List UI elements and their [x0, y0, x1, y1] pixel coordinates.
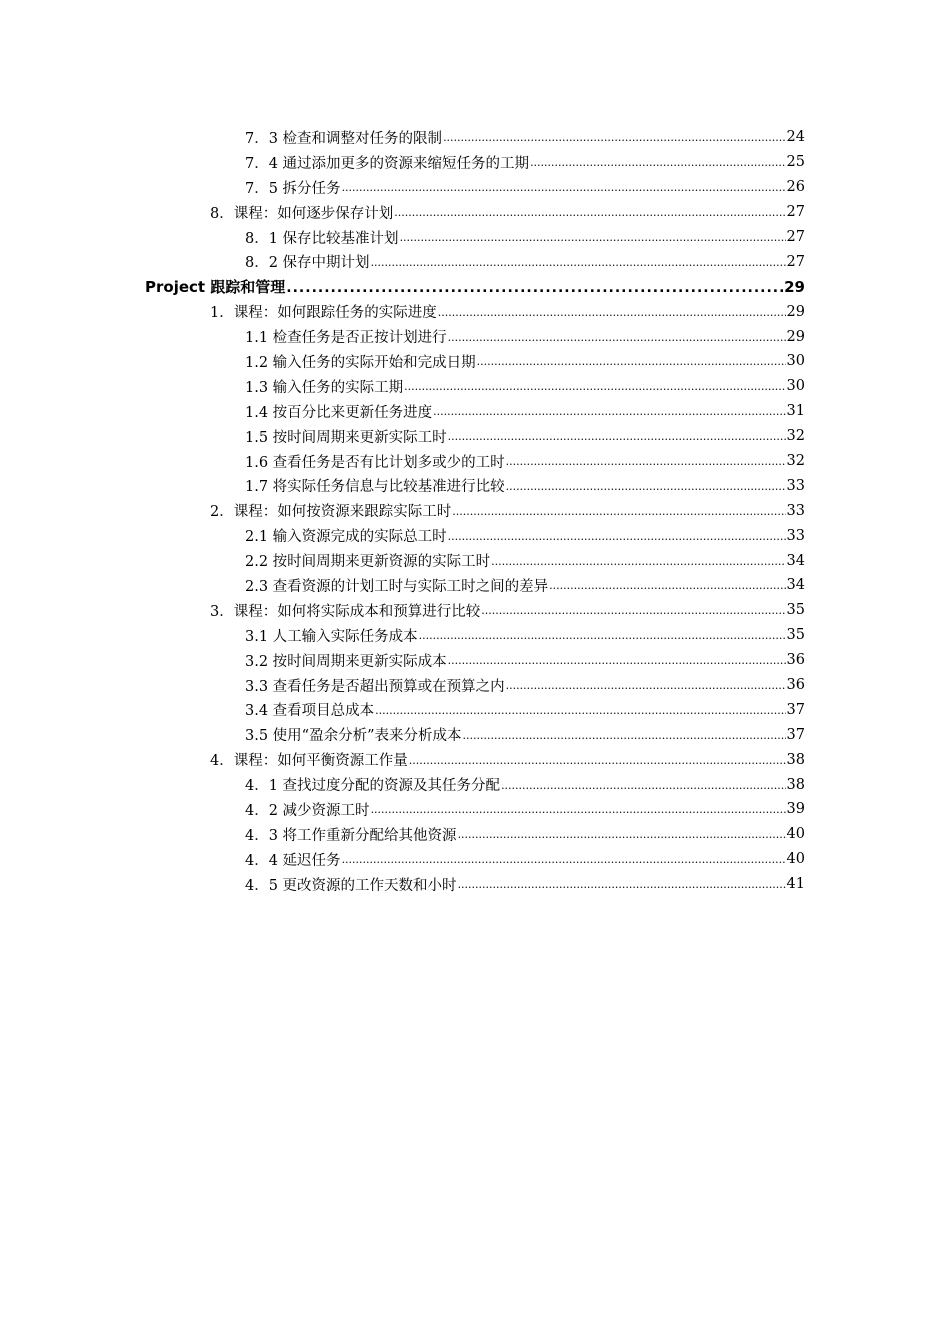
toc-section-entry[interactable]	[0, 722, 950, 747]
toc-lesson-entry[interactable]	[0, 598, 950, 623]
toc-section-entry[interactable]	[0, 449, 950, 474]
toc-dot-leader	[448, 428, 786, 444]
toc-entry-title: 2.2 按时间周期来更新资源的实际工时	[245, 554, 491, 571]
toc-entry-title: 3.1 人工输入实际任务成本	[245, 628, 418, 645]
toc-lesson-entry[interactable]	[0, 299, 950, 324]
toc-dot-leader	[481, 602, 785, 618]
toc-dot-leader	[530, 154, 785, 170]
toc-dot-leader	[394, 204, 785, 220]
toc-section-entry[interactable]	[0, 399, 950, 424]
toc-section-entry[interactable]	[0, 374, 950, 399]
toc-lesson-entry[interactable]	[0, 200, 950, 225]
toc-dot-leader	[448, 329, 786, 345]
toc-entry-title: 1.7 将实际任务信息与比较基准进行比较	[245, 479, 505, 496]
toc-dot-leader	[458, 826, 786, 842]
toc-chapter-entry[interactable]	[0, 274, 950, 299]
toc-entry-title: 8．1 保存比较基准计划	[245, 230, 399, 247]
toc-entry-title: 1．课程：如何跟踪任务的实际进度	[210, 305, 437, 322]
toc-dot-leader	[448, 528, 786, 544]
toc-section-entry[interactable]	[0, 623, 950, 648]
toc-section-entry[interactable]	[0, 324, 950, 349]
toc-page-number: 40	[786, 851, 805, 868]
toc-entry-title: 7．3 检查和调整对任务的限制	[245, 130, 443, 147]
toc-section-entry[interactable]	[0, 772, 950, 797]
toc-page-number: 41	[786, 876, 805, 893]
toc-entry-title: 1.3 输入任务的实际工期	[245, 379, 404, 396]
toc-page-number: 24	[786, 129, 805, 146]
toc-page-number: 36	[786, 652, 805, 669]
toc-entry-title: 3.2 按时间周期来更新实际成本	[245, 653, 447, 670]
toc-page-number: 30	[786, 378, 805, 395]
toc-dot-leader	[448, 652, 786, 668]
toc-section-entry[interactable]	[0, 673, 950, 698]
table-of-contents	[0, 125, 950, 897]
toc-entry-title: 1.5 按时间周期来更新实际工时	[245, 429, 447, 446]
toc-entry-title: 3.5 使用“盈余分析”表来分析成本	[245, 728, 462, 745]
toc-dot-leader	[342, 179, 786, 195]
toc-section-entry[interactable]	[0, 150, 950, 175]
toc-section-entry[interactable]	[0, 349, 950, 374]
toc-section-entry[interactable]	[0, 125, 950, 150]
toc-section-entry[interactable]	[0, 523, 950, 548]
toc-section-entry[interactable]	[0, 697, 950, 722]
toc-dot-leader	[286, 278, 783, 296]
toc-page-number: 32	[786, 428, 805, 445]
toc-page-number: 29	[786, 328, 805, 345]
toc-page-number: 30	[786, 353, 805, 370]
toc-dot-leader	[342, 851, 786, 867]
toc-dot-leader	[501, 777, 785, 793]
toc-section-entry[interactable]	[0, 424, 950, 449]
toc-page-number: 26	[786, 179, 805, 196]
toc-page-number: 25	[786, 154, 805, 171]
toc-section-entry[interactable]	[0, 822, 950, 847]
toc-page-number: 38	[786, 751, 805, 768]
toc-page-number: 27	[786, 229, 805, 245]
toc-section-entry[interactable]	[0, 249, 950, 274]
toc-page-number: 35	[786, 627, 805, 644]
toc-entry-title: 3.4 查看项目总成本	[245, 703, 375, 720]
toc-entry-title: 3.3 查看任务是否超出预算或在预算之内	[245, 678, 505, 695]
toc-section-entry[interactable]	[0, 872, 950, 897]
toc-dot-leader	[458, 876, 786, 892]
toc-entry-title: 2．课程：如何按资源来跟踪实际工时	[210, 504, 452, 521]
toc-lesson-entry[interactable]	[0, 498, 950, 523]
toc-page-number: 38	[786, 776, 805, 793]
toc-entry-title: 2.1 输入资源完成的实际总工时	[245, 529, 447, 546]
toc-page-number: 33	[786, 527, 805, 544]
toc-entry-title: 1.2 输入任务的实际开始和完成日期	[245, 354, 476, 371]
toc-entry-title: 2.3 查看资源的计划工时与实际工时之间的差异	[245, 578, 549, 595]
toc-entry-title: 8．课程：如何逐步保存计划	[210, 205, 394, 222]
toc-dot-leader	[433, 403, 785, 419]
toc-entry-title: 7．5 拆分任务	[245, 180, 341, 197]
toc-dot-leader	[438, 304, 786, 320]
toc-section-entry[interactable]	[0, 847, 950, 872]
toc-entry-title: 1.6 查看任务是否有比计划多或少的工时	[245, 454, 505, 471]
toc-dot-leader	[452, 503, 785, 519]
toc-dot-leader	[409, 752, 786, 768]
toc-page-number: 34	[786, 552, 805, 569]
toc-entry-title: 8．2 保存中期计划	[245, 255, 370, 272]
toc-dot-leader	[404, 378, 785, 394]
toc-entry-title: 4．课程：如何平衡资源工作量	[210, 753, 408, 770]
toc-dot-leader	[443, 129, 785, 145]
toc-page-number: 31	[786, 403, 805, 420]
toc-section-entry[interactable]	[0, 648, 950, 673]
toc-entry-title: 4．2 减少资源工时	[245, 802, 370, 819]
toc-page-number: 32	[786, 453, 805, 470]
toc-section-entry[interactable]	[0, 797, 950, 822]
toc-page-number: 36	[786, 677, 805, 694]
toc-page-number: 35	[786, 602, 805, 619]
toc-page-number: 29	[786, 303, 805, 320]
toc-entry-title: 4．5 更改资源的工作天数和小时	[245, 877, 457, 894]
toc-section-entry[interactable]	[0, 548, 950, 573]
toc-page-number: 39	[786, 801, 805, 818]
toc-page-number: 37	[786, 726, 805, 743]
toc-page-number: 33	[786, 477, 805, 494]
toc-dot-leader	[375, 702, 785, 718]
toc-entry-title: 4．4 延迟任务	[245, 852, 341, 869]
toc-entry-title: 1.1 检查任务是否正按计划进行	[245, 330, 447, 347]
toc-dot-leader	[400, 229, 786, 245]
toc-section-entry[interactable]	[0, 225, 950, 250]
toc-lesson-entry[interactable]	[0, 747, 950, 772]
toc-entry-title: 4．3 将工作重新分配给其他资源	[245, 827, 457, 844]
toc-dot-leader	[506, 453, 786, 469]
toc-dot-leader	[477, 353, 786, 369]
toc-page-number: 27	[786, 253, 805, 270]
toc-entry-title: 7．4 通过添加更多的资源来缩短任务的工期	[245, 155, 530, 172]
toc-section-entry[interactable]	[0, 573, 950, 598]
toc-dot-leader	[491, 553, 785, 569]
toc-entry-title: 3．课程：如何将实际成本和预算进行比较	[210, 603, 481, 620]
toc-page-number: 27	[786, 204, 805, 221]
toc-dot-leader	[371, 254, 786, 270]
toc-dot-leader	[506, 677, 786, 693]
toc-dot-leader	[549, 577, 785, 593]
toc-dot-leader	[371, 801, 786, 817]
toc-entry-title: 4．1 查找过度分配的资源及其任务分配	[245, 778, 501, 795]
toc-entry-title: Project 跟踪和管理	[145, 278, 286, 297]
toc-page-number: 33	[786, 502, 805, 519]
toc-entry-title: 1.4 按百分比来更新任务进度	[245, 404, 433, 421]
toc-page-number: 37	[786, 701, 805, 718]
toc-page-number: 34	[786, 577, 805, 594]
toc-dot-leader	[506, 478, 786, 494]
toc-page-number: 29	[784, 277, 805, 296]
toc-page-number: 40	[786, 826, 805, 843]
toc-section-entry[interactable]	[0, 473, 950, 498]
toc-dot-leader	[419, 627, 786, 643]
toc-section-entry[interactable]	[0, 175, 950, 200]
toc-dot-leader	[463, 727, 786, 743]
